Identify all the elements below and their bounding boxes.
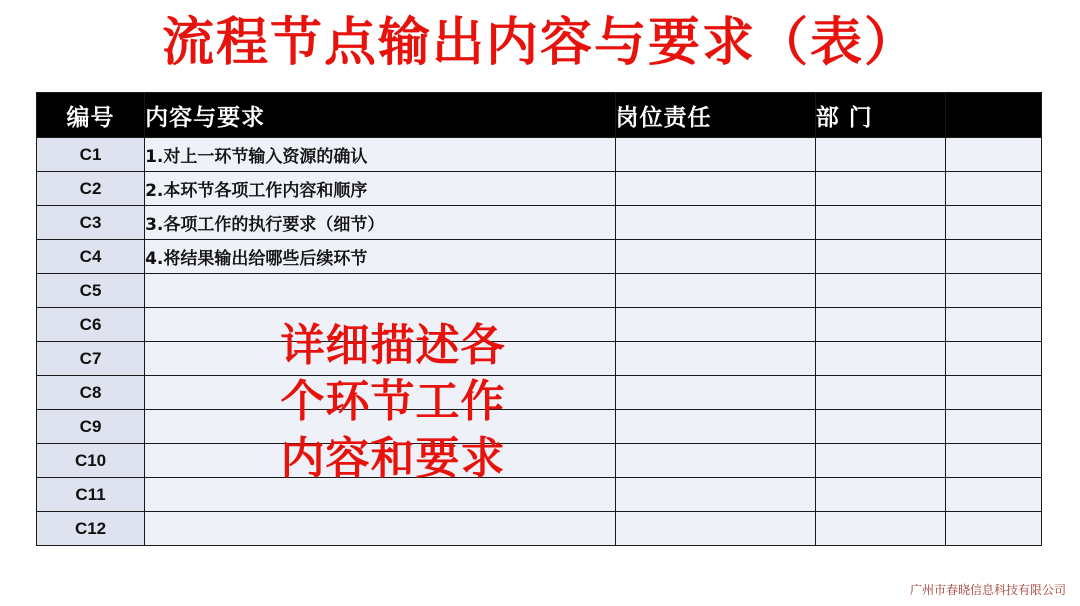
cell-dept[interactable] xyxy=(815,410,945,444)
table-row xyxy=(37,410,1042,444)
cell-dept[interactable] xyxy=(815,478,945,512)
cell-extra[interactable] xyxy=(945,342,1041,376)
cell-dept[interactable] xyxy=(815,206,945,240)
table-row xyxy=(37,444,1042,478)
table-row xyxy=(37,342,1042,376)
cell-extra[interactable] xyxy=(945,172,1041,206)
cell-extra[interactable] xyxy=(945,274,1041,308)
table-row xyxy=(37,206,1042,240)
cell-role[interactable] xyxy=(615,410,815,444)
cell-extra[interactable] xyxy=(945,444,1041,478)
cell-role[interactable] xyxy=(615,240,815,274)
table-row xyxy=(37,138,1042,172)
cell-role[interactable] xyxy=(615,478,815,512)
overlay-line-2: 个环节工作 xyxy=(280,376,506,428)
cell-dept[interactable] xyxy=(815,138,945,172)
table-body xyxy=(37,138,1042,546)
cell-extra[interactable] xyxy=(945,478,1041,512)
page-title: 流程节点输出内容与要求（表） xyxy=(161,12,918,73)
cell-content[interactable] xyxy=(145,444,615,478)
cell-dept[interactable] xyxy=(815,172,945,206)
cell-id: C6 xyxy=(37,308,145,342)
table-header-row xyxy=(37,93,1042,138)
cell-role[interactable] xyxy=(615,342,815,376)
cell-extra[interactable] xyxy=(945,308,1041,342)
cell-id: C9 xyxy=(37,410,145,444)
cell-extra[interactable] xyxy=(945,410,1041,444)
cell-content: 3.各项工作的执行要求（细节） xyxy=(145,206,615,240)
cell-extra[interactable] xyxy=(945,512,1041,546)
overlay-line-1: 详细描述各 xyxy=(280,320,506,371)
column-header-role: 岗位责任 xyxy=(615,93,815,138)
cell-extra[interactable] xyxy=(945,240,1041,274)
cell-dept[interactable] xyxy=(815,376,945,410)
cell-content[interactable] xyxy=(145,512,615,546)
process-node-table xyxy=(36,92,1042,546)
column-header-extra xyxy=(945,93,1041,138)
cell-content[interactable] xyxy=(145,478,615,512)
cell-dept[interactable] xyxy=(815,342,945,376)
cell-id: C12 xyxy=(37,512,145,546)
cell-role[interactable] xyxy=(615,138,815,172)
cell-id: C11 xyxy=(37,478,145,512)
cell-id: C10 xyxy=(37,444,145,478)
table-row xyxy=(37,172,1042,206)
cell-dept[interactable] xyxy=(815,240,945,274)
cell-content[interactable] xyxy=(145,342,615,376)
cell-extra[interactable] xyxy=(945,138,1041,172)
cell-dept[interactable] xyxy=(815,274,945,308)
cell-content: 1.对上一环节输入资源的确认 xyxy=(145,138,615,172)
cell-id: C3 xyxy=(37,206,145,240)
cell-content[interactable] xyxy=(145,308,615,342)
cell-role[interactable] xyxy=(615,512,815,546)
cell-role[interactable] xyxy=(615,172,815,206)
cell-id: C5 xyxy=(37,274,145,308)
cell-id: C4 xyxy=(37,240,145,274)
cell-role[interactable] xyxy=(615,444,815,478)
cell-id: C8 xyxy=(37,376,145,410)
cell-content: 4.将结果输出给哪些后续环节 xyxy=(145,240,615,274)
table-row xyxy=(37,308,1042,342)
cell-content[interactable] xyxy=(145,376,615,410)
table-row xyxy=(37,240,1042,274)
process-node-table-container xyxy=(36,92,1042,546)
cell-content[interactable] xyxy=(145,410,615,444)
table-row xyxy=(37,478,1042,512)
cell-role[interactable] xyxy=(615,308,815,342)
cell-role[interactable] xyxy=(615,206,815,240)
cell-dept[interactable] xyxy=(815,308,945,342)
cell-id: C7 xyxy=(37,342,145,376)
cell-id: C1 xyxy=(37,138,145,172)
overlay-line-3: 内容和要求 xyxy=(280,432,506,484)
cell-extra[interactable] xyxy=(945,376,1041,410)
column-header-content: 内容与要求 xyxy=(145,93,615,138)
cell-content: 2.本环节各项工作内容和顺序 xyxy=(145,172,615,206)
cell-id: C2 xyxy=(37,172,145,206)
cell-dept[interactable] xyxy=(815,512,945,546)
cell-extra[interactable] xyxy=(945,206,1041,240)
table-row xyxy=(37,512,1042,546)
column-header-id: 编号 xyxy=(37,93,145,138)
cell-dept[interactable] xyxy=(815,444,945,478)
column-header-dept: 部 门 xyxy=(815,93,945,138)
footer-company-watermark: 广州市春晓信息科技有限公司 xyxy=(909,583,1066,597)
cell-role[interactable] xyxy=(615,274,815,308)
cell-role[interactable] xyxy=(615,376,815,410)
cell-content[interactable] xyxy=(145,274,615,308)
table-row xyxy=(37,274,1042,308)
table-row xyxy=(37,376,1042,410)
